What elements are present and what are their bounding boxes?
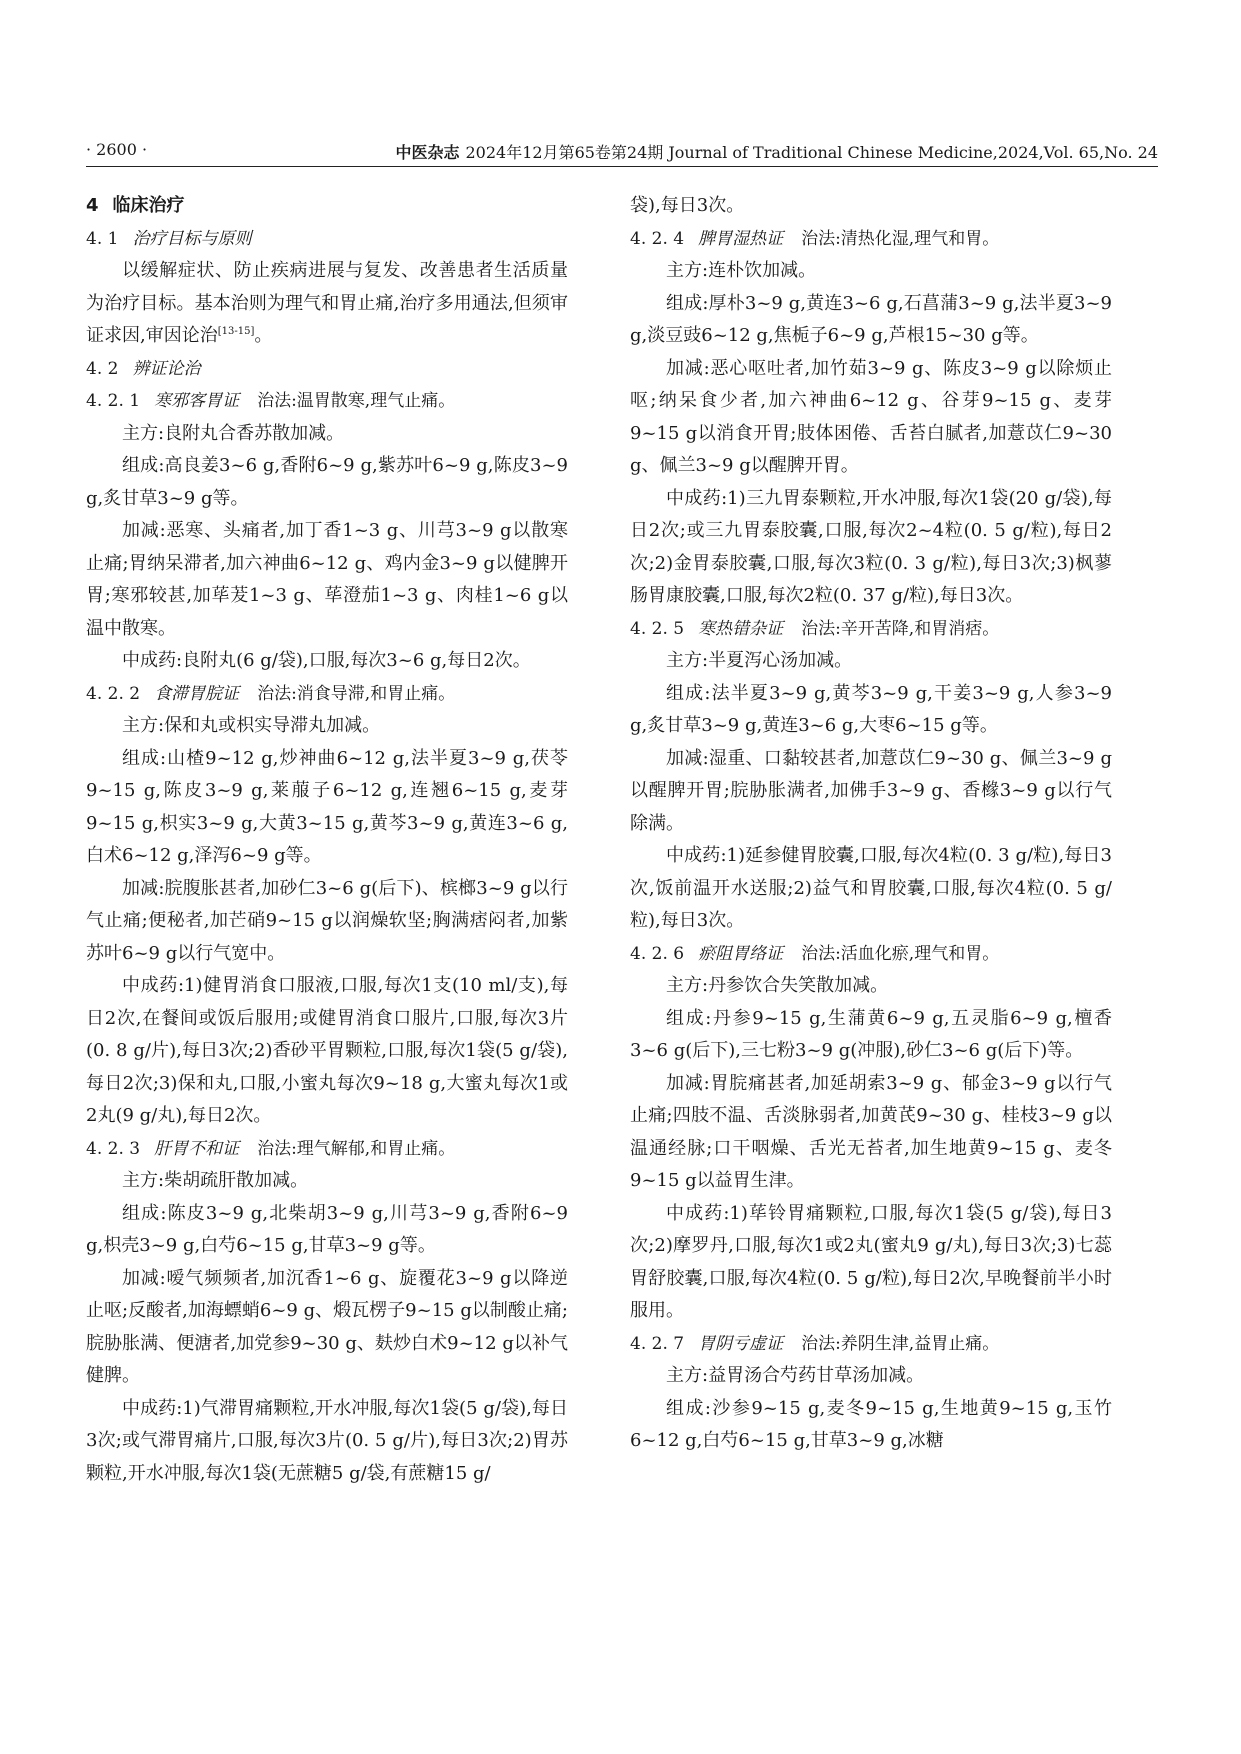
syndrome-heading: 4. 2. 5 寒热错杂证 治法:辛开苦降,和胃消痞。 — [630, 618, 1000, 639]
composition: 组成:厚朴3~9 g,黄连3~6 g,石菖蒲3~9 g,法半夏3~9 g,淡豆豉6~12 g,焦栀子6~9 g,芦根15~30 g等。 — [630, 292, 1112, 346]
patent-medicine: 中成药:1)荜铃胃痛颗粒,口服,每次1袋(5 g/袋),每日3次;2)摩罗丹,口服,每次1或2丸(蜜丸9 g/丸),每日3次;3)七蕊胃舒胶囊,口服,每次4粒(0. 5 g/粒),每日2次,早晚餐前半小时服用。 — [630, 1202, 1112, 1321]
patent-medicine: 中成药:1)气滞胃痛颗粒,开水冲服,每次1袋(5 g/袋),每日3次;或气滞胃痛片,口服,每次3片(0. 5 g/片),每日3次;2)胃苏颗粒,开水冲服,每次1袋(无蔗糖5 g/袋,有蔗糖15 g/ — [86, 1397, 568, 1484]
citation: [13-15] — [217, 326, 255, 337]
main-formula: 主方:半夏泻心汤加减。 — [666, 650, 853, 671]
page-number: · 2600 · — [86, 140, 148, 159]
paragraph: 以缓解症状、防止疾病进展与复发、改善患者生活质量为治疗目标。基本治则为理气和胃止痛,治疗多用通法,但须审证求因,审因论治[13-15]。 — [86, 260, 568, 346]
composition: 组成:陈皮3~9 g,北柴胡3~9 g,川芎3~9 g,香附6~9 g,枳壳3~9 g,白芍6~15 g,甘草3~9 g等。 — [86, 1202, 568, 1256]
main-formula: 主方:良附丸合香苏散加减。 — [122, 422, 345, 444]
composition: 组成:山楂9~12 g,炒神曲6~12 g,法半夏3~9 g,茯苓9~15 g,陈皮3~9 g,莱菔子6~12 g,连翘6~15 g,麦芽9~15 g,枳实3~9 g,大黄3~15 g,黄芩3~9 g,黄连3~6 g,白术6~12 g,泽泻6~9 g等。 — [86, 747, 568, 866]
paragraph-continuation: 袋),每日3次。 — [630, 195, 745, 216]
section-heading: 4 临床治疗 — [86, 195, 185, 216]
header-rule — [86, 166, 1158, 167]
composition: 组成:法半夏3~9 g,黄芩3~9 g,干姜3~9 g,人参3~9 g,炙甘草3~9 g,黄连3~6 g,大枣6~15 g等。 — [630, 682, 1112, 736]
modification: 加减:嗳气频频者,加沉香1~6 g、旋覆花3~9 g以降逆止呕;反酸者,加海螵蛸6~9 g、煅瓦楞子9~15 g以制酸止痛;脘胁胀满、便溏者,加党参9~30 g、麸炒白术9~12 g以补气健脾。 — [86, 1267, 568, 1386]
journal-info — [395, 140, 1158, 163]
syndrome-heading: 4. 2. 1 寒邪客胃证 治法:温胃散寒,理气止痛。 — [86, 391, 456, 411]
composition: 组成:沙参9~15 g,麦冬9~15 g,生地黄9~15 g,玉竹6~12 g,白芍6~15 g,甘草3~9 g,冰糖 — [630, 1397, 1112, 1451]
subsection-heading: 4. 2 辨证论治 — [86, 358, 201, 379]
composition: 组成:丹参9~15 g,生蒲黄6~9 g,五灵脂6~9 g,檀香3~6 g(后下),三七粉3~9 g(冲服),砂仁3~6 g(后下)等。 — [630, 1007, 1112, 1061]
syndrome-heading: 4. 2. 2 食滞胃脘证 治法:消食导滞,和胃止痛。 — [86, 683, 456, 704]
main-formula: 主方:益胃汤合芍药甘草汤加减。 — [666, 1365, 925, 1386]
running-header — [86, 134, 1158, 166]
main-formula: 主方:柴胡疏肝散加减。 — [122, 1170, 309, 1191]
syndrome-heading: 4. 2. 7 胃阴亏虚证 治法:养阴生津,益胃止痛。 — [630, 1333, 1000, 1354]
right-column — [630, 190, 1112, 1458]
main-formula: 主方:连朴饮加减。 — [666, 260, 817, 281]
modification: 加减:胃脘痛甚者,加延胡索3~9 g、郁金3~9 g以行气止痛;四肢不温、舌淡脉弱者,加黄芪9~30 g、桂枝3~9 g以温通经脉;口干咽燥、舌光无苔者,加生地黄9~15 g、麦冬9~15 g以益胃生津。 — [630, 1072, 1112, 1191]
syndrome-heading: 4. 2. 3 肝胃不和证 治法:理气解郁,和胃止痛。 — [86, 1138, 456, 1159]
patent-medicine: 中成药:1)延参健胃胶囊,口服,每次4粒(0. 3 g/粒),每日3次,饭前温开水送服;2)益气和胃胶囊,口服,每次4粒(0. 5 g/粒),每日3次。 — [630, 845, 1112, 931]
subsection-heading: 4. 1 治疗目标与原则 — [86, 228, 252, 249]
left-column — [86, 190, 568, 1490]
patent-medicine: 中成药:1)健胃消食口服液,口服,每次1支(10 ml/支),每日2次,在餐间或饭后服用;或健胃消食口服片,口服,每次3片(0. 8 g/片),每日3次;2)香砂平胃颗粒,口服,每次1袋(5 g/袋),每日2次;3)保和丸,口服,小蜜丸每次9~18 g,大蜜丸每次1或2丸(9 g/丸),每日2次。 — [86, 975, 568, 1126]
modification: 加减:恶心呕吐者,加竹茹3~9 g、陈皮3~9 g以除烦止呕;纳呆食少者,加六神曲6~12 g、谷芽9~15 g、麦芽9~15 g以消食开胃;肢体困倦、舌苔白腻者,加薏苡仁9~30 g、佩兰3~9 g以醒脾开胃。 — [630, 357, 1112, 476]
syndrome-heading: 4. 2. 6 瘀阻胃络证 治法:活血化瘀,理气和胃。 — [630, 943, 1000, 964]
modification: 加减:湿重、口黏较甚者,加薏苡仁9~30 g、佩兰3~9 g以醒脾开胃;脘胁胀满者,加佛手3~9 g、香橼3~9 g以行气除满。 — [630, 747, 1112, 834]
journal-issue: 2024年12月第65卷第24期 Journal of Traditional Chinese Medicine,2024,Vol. 65,No. 24 — [465, 143, 1158, 162]
main-formula: 主方:丹参饮合失笑散加减。 — [666, 975, 889, 996]
modification: 加减:恶寒、头痛者,加丁香1~3 g、川芎3~9 g以散寒止痛;胃纳呆滞者,加六神曲6~12 g、鸡内金3~9 g以健脾开胃;寒邪较甚,加荜茇1~3 g、荜澄茄1~3 g、肉桂1~6 g以温中散寒。 — [86, 520, 568, 639]
patent-medicine: 中成药:良附丸(6 g/袋),口服,每次3~6 g,每日2次。 — [122, 650, 531, 671]
composition: 组成:高良姜3~6 g,香附6~9 g,紫苏叶6~9 g,陈皮3~9 g,炙甘草3~9 g等。 — [86, 455, 568, 509]
modification: 加减:脘腹胀甚者,加砂仁3~6 g(后下)、槟榔3~9 g以行气止痛;便秘者,加芒硝9~15 g以润燥软坚;胸满痞闷者,加紫苏叶6~9 g以行气宽中。 — [86, 877, 568, 964]
patent-medicine: 中成药:1)三九胃泰颗粒,开水冲服,每次1袋(20 g/袋),每日2次;或三九胃泰胶囊,口服,每次2~4粒(0. 5 g/粒),每日2次;2)金胃泰胶囊,口服,每次3粒(0. 3 g/粒),每日3次;3)枫蓼肠胃康胶囊,口服,每次2粒(0. 37 g/粒),每日3次。 — [630, 487, 1112, 606]
syndrome-heading: 4. 2. 4 脾胃湿热证 治法:清热化湿,理气和胃。 — [630, 228, 1000, 249]
journal-name-cn: 中医杂志 — [395, 143, 460, 162]
main-formula: 主方:保和丸或枳实导滞丸加减。 — [122, 715, 381, 736]
